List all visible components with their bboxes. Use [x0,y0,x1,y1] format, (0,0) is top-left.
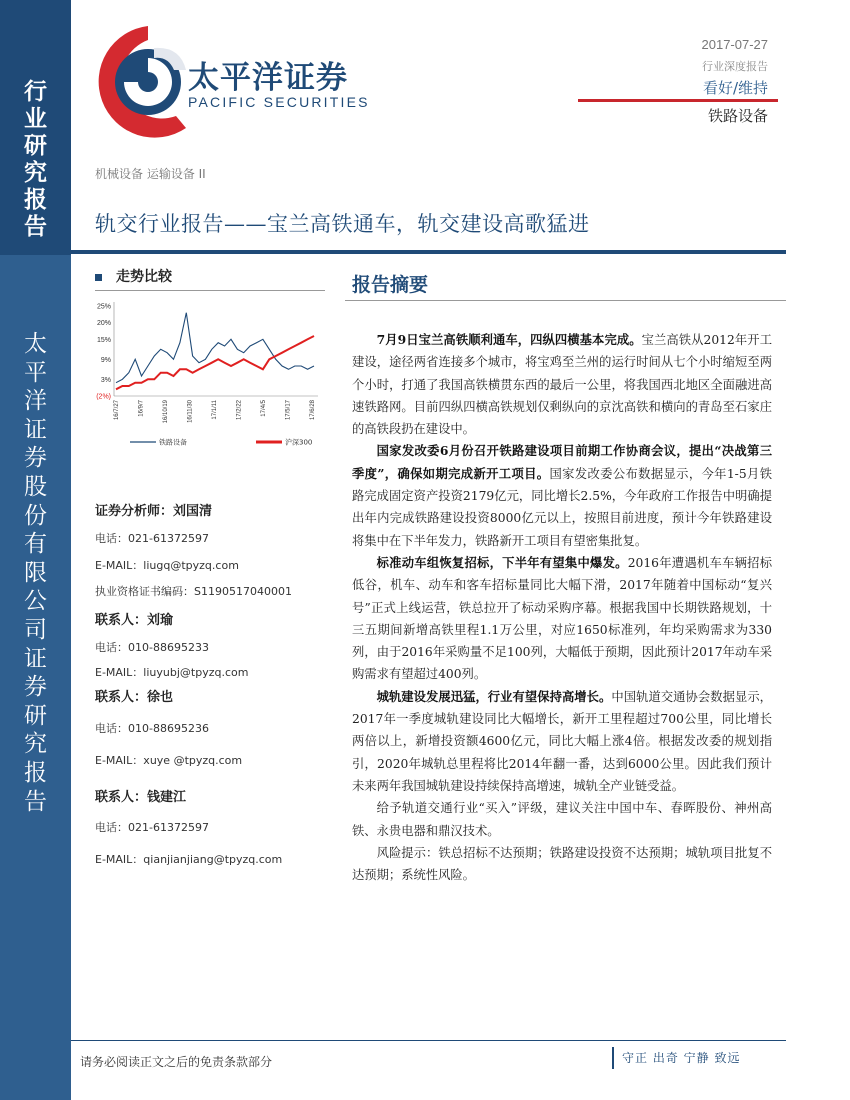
abstract-paragraph [352,686,772,797]
sidebar-char: 限 [24,559,47,586]
contact-role: 联系人：刘瑜 [95,613,174,628]
sidebar-char: 平 [24,359,47,386]
sidebar-char: 司 [24,616,47,643]
contact-detail: E-MAIL：liugq@tpyzq.com [95,559,239,572]
contact-detail: E-MAIL：qianjianjiang@tpyzq.com [95,853,283,866]
abstract-paragraph [352,842,772,887]
sidebar-char: 业 [24,105,47,132]
y-tick-label: (2%) [96,393,111,401]
y-tick-label: 15% [96,336,111,344]
paragraph-text: 宝兰高铁从2012年开工建设，途径两省连接多个城市，将宝鸡至兰州的运行时间从七个小时缩短至两个小时，打通了我国高铁横贯东西的最后一公里，将我国西北地区全面融进高速铁路网。目前四纵四横高铁规划仅剩纵向的京沈高铁和横向的青岛至石家庄的高铁段扔在建设中。 [352,333,772,437]
sidebar-char: 告 [24,213,47,240]
abstract-paragraph [352,440,772,551]
abstract-body [352,329,772,886]
contact-detail: 电话：021-61372597 [95,532,209,545]
paragraph-lead: 7月9日宝兰高铁顺利通车，四纵四横基本完成。 [376,332,642,347]
x-tick-label: 16/7/27 [114,400,120,421]
contact-detail: 电话：010-88695236 [95,722,209,735]
paragraph-lead: 标准动车组恢复招标，下半年有望集中爆发。 [376,554,628,570]
sidebar-char: 券 [24,674,47,701]
x-tick-label: 17/1/11 [212,400,218,420]
footer-rule [71,1040,786,1041]
sidebar-char: 研 [24,132,47,159]
trend-heading [95,266,172,286]
sidebar-char: 研 [24,702,47,729]
x-tick-label: 17/6/28 [310,400,316,421]
y-tick-label: 9% [100,356,111,364]
x-tick-label: 16/9/7 [138,400,145,417]
series-line-1 [116,336,314,389]
contact-role: 联系人：钱建江 [95,790,187,805]
logo-chinese-name: 太平洋证券 [188,60,348,96]
abstract-paragraph [352,797,772,842]
sidebar-company-name [0,330,71,816]
y-tick-label: 25% [96,303,111,311]
sidebar-char: 证 [24,416,47,443]
paragraph-lead: 国家发改委6月份召开铁路建设项目前期工作协商会议，提出“决战第三季度”，确保如期完成新开工项目。 [352,443,772,481]
sidebar-char: 报 [24,186,47,213]
sidebar-report-type [0,78,71,240]
sidebar-char: 份 [24,502,47,529]
bullet-square-icon [95,274,102,281]
paragraph-text: 中国轨道交通协会数据显示，2017年一季度城轨建设同比大幅增长，新开工里程超过700公里，同比增长两倍以上，新增投资额4600亿元，同比大幅上涨4倍。根据发改委的规划指引，2020年城轨总里程将比2014年翻一番，达到6000公里。因此我们预计未来两年我国城轨建设持续保持高增速，城轨全产业链受益。 [352,689,772,793]
legend-label: 沪深300 [285,438,313,447]
industry-category: 机械设备 运输设备 II [95,167,206,181]
x-tick-label: 17/5/17 [285,400,292,421]
abstract-rule [345,300,786,301]
contact-detail: E-MAIL：xuye @tpyzq.com [95,754,243,767]
company-motto: 守正 出奇 宁静 致远 [612,1047,780,1069]
contact-detail: E-MAIL：liuyubj@tpyzq.com [95,666,249,679]
x-tick-label: 17/4/5 [261,400,267,417]
title-rule [71,250,786,254]
contact-detail: 电话：010-88695233 [95,641,209,654]
paragraph-text: 风险提示：铁总招标不达预期；铁路建设投资不达预期；城轨项目批复不达预期；系统性风险。 [352,845,772,883]
sidebar-char: 券 [24,445,47,472]
x-tick-label: 16/10/19 [163,400,169,424]
contact-detail: 电话：021-61372597 [95,821,209,834]
x-tick-label: 17/2/22 [236,400,243,421]
legend-label: 铁路设备 [159,438,187,447]
paragraph-text: 给予轨道交通行业“买入”评级，建议关注中国中车、春晖股份、神州高铁、永贵电器和鼎汉技术。 [352,801,772,838]
trend-heading-text: 走势比较 [116,269,172,285]
y-tick-label: 3% [100,376,111,384]
sidebar-char: 股 [24,473,47,500]
logo-english-name: PACIFIC SECURITIES [188,94,370,110]
sidebar-char: 公 [24,588,47,615]
contact-detail: 执业资格证书编码：S1190517040001 [95,585,292,598]
paragraph-text: 国家发改委公布数据显示，今年1-5月铁路完成固定资产投资2179亿元，同比增长2.5%，今年政府工作报告中明确提出年内完成铁路建设投资8000亿元以上，按照目前进度，预计今年铁路建设将集中在下半年发力，铁路新开工项目有望密集批复。 [352,466,772,548]
industry-rating: 看好/维持 [702,79,768,97]
x-tick-label: 16/11/30 [187,400,194,423]
sidebar-char: 究 [24,159,47,186]
paragraph-lead: 城轨建设发展迅猛，行业有望保持高增长。 [376,688,612,704]
trend-chart [88,296,328,456]
report-title: 轨交行业报告——宝兰高铁通车，轨交建设高歌猛进 [95,212,590,236]
sidebar-char: 究 [24,731,47,758]
contact-role: 证券分析师：刘国清 [95,504,213,519]
sidebar-char: 行 [24,78,47,105]
sidebar-char: 证 [24,645,47,672]
abstract-title: 报告摘要 [352,274,429,296]
disclaimer-note: 请务必阅读正文之后的免责条款部分 [80,1055,273,1069]
y-tick-label: 20% [96,320,111,328]
sidebar-char: 有 [24,531,47,558]
abstract-paragraph [352,552,772,686]
report-type: 行业深度报告 [702,60,768,73]
contact-role: 联系人：徐也 [95,690,174,705]
paragraph-text: 2016年遭遇机车车辆招标低谷，机车、动车和客车招标量同比大幅下滑，2017年随着中国标动“复兴号”正式上线运营，铁总拉开了标动采购序幕。根据我国中长期铁路规划，十三五期间新增高铁里程1.1万公里，对应1650标准列，年均采购需求为330列，由于2016年采购量不足100列，大幅低于预期，因此预计2017年动车采购需求有望超过400列。 [352,555,772,682]
series-line-0 [116,313,314,383]
sidebar-char: 太 [24,331,47,357]
header-red-rule [578,99,778,102]
abstract-paragraph [352,329,772,440]
report-date: 2017-07-27 [701,37,768,52]
sidebar-char: 报 [24,759,47,786]
sector-name: 铁路设备 [707,107,768,125]
sidebar-char: 洋 [24,388,47,415]
trend-rule [95,290,325,291]
sidebar-char: 告 [24,788,47,815]
